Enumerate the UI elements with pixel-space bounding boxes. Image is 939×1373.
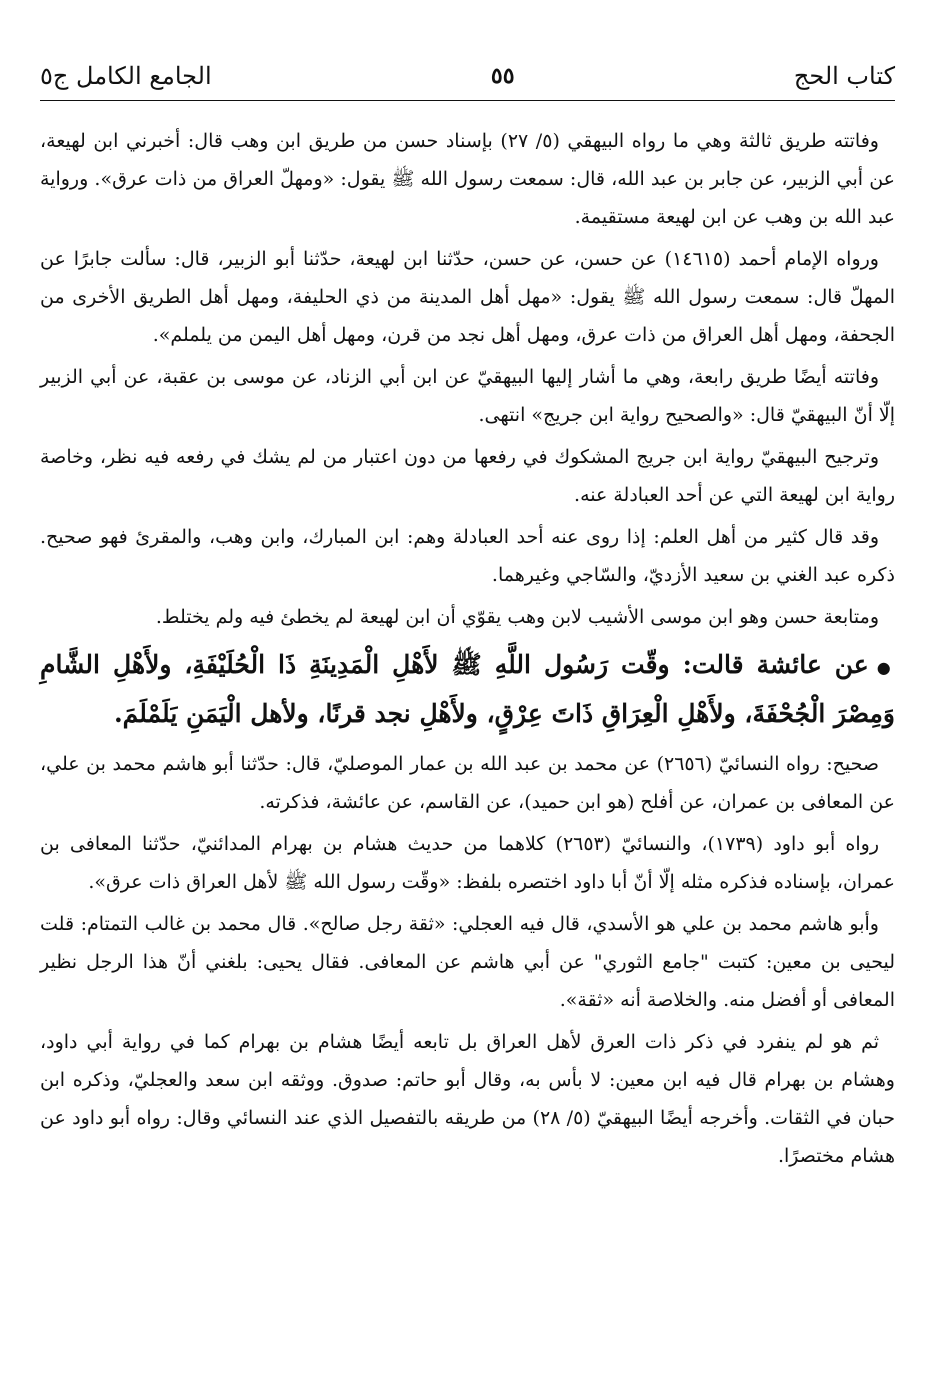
paragraph: وفاتته أيضًا طريق رابعة، وهي ما أشار إليها البيهقيّ عن ابن أبي الزناد، عن موسى بن عقبة، عن أبي الزبير إلّا أنّ البيهقيّ قال: «والصحيح رواية ابن جريج» انتهى.	[40, 366, 895, 426]
header-divider	[40, 100, 895, 101]
paragraph: ومتابعة حسن وهو ابن موسى الأشيب لابن وهب يقوّي أن ابن لهيعة لم يخطئ فيه ولم يختلط.	[155, 606, 879, 628]
book-section-title: كتاب الحج	[793, 62, 895, 90]
page-number: ٥٥	[490, 63, 515, 89]
bullet-icon: ●	[876, 658, 895, 677]
paragraph: وأبو هاشم محمد بن علي هو الأسدي، قال فيه العجلي: «ثقة رجل صالح». قال محمد بن غالب التمتام: قلت ليحيى بن معين: كتبت "جامع الثوري" عن أبي هاشم عن المعافى. فقال يحيى: بلغني أنّ هذا الرجل نظير المعافى أو أفضل منه. والخلاصة أنه «ثقة».	[40, 913, 895, 1011]
paragraph: ورواه الإمام أحمد (١٤٦١٥) عن حسن، عن حسن، حدّثنا ابن لهيعة، حدّثنا أبو الزبير، قال: سألت جابرًا عن المهلّ قال: سمعت رسول الله ﷺ يقول: «مهل أهل المدينة من ذي الحليفة، ومهل أهل الطريق الأخرى من الجحفة، ومهل أهل العراق من ذات عرق، ومهل أهل نجد من قرن، ومهل أهل اليمن من يلملم».	[40, 248, 895, 346]
hadith-body: عن عائشة قالت: وقّت رَسُول اللَّهِ ﷺ لأَهْلِ الْمَدِينَةِ ذَا الْحُلَيْفَةِ، ولأَهْلِ الشَّامِ وَمِصْرَ الْجُحْفَةَ، ولأَهْلِ الْعِرَاقِ ذَاتَ عِرْقٍ، ولأَهْلِ نجد قرنًا، ولأهل الْيَمَنِ يَلَمْلَمَ.	[40, 650, 895, 728]
paragraph: وقد قال كثير من أهل العلم: إذا روى عنه أحد العبادلة وهم: ابن المبارك، وابن وهب، والمقرئ فهو صحيح. ذكره عبد الغني بن سعيد الأزديّ، والسّاجي وغيرهما.	[40, 526, 895, 586]
page-body	[40, 122, 895, 1179]
hadith-text	[40, 642, 895, 737]
paragraph: رواه أبو داود (١٧٣٩)، والنسائيّ (٢٦٥٣) كلاهما من حديث هشام بن بهرام المدائنيّ، حدّثنا المعافى بن عمران، بإسناده فذكره مثله إلّا أنّ أبا داود اختصره بلفظ: «وقّت رسول الله ﷺ لأهل العراق ذات عرق».	[40, 833, 895, 893]
paragraph: وفاتته طريق ثالثة وهي ما رواه البيهقي (٥/ ٢٧) بإسناد حسن من طريق ابن وهب قال: أخبرني ابن لهيعة، عن أبي الزبير، عن جابر بن عبد الله، قال: سمعت رسول الله ﷺ يقول: «ومهلّ العراق من ذات عرق». ورواية عبد الله بن وهب عن ابن لهيعة مستقيمة.	[40, 130, 895, 228]
page-header	[40, 56, 895, 96]
paragraph: وترجيح البيهقيّ رواية ابن جريج المشكوك في رفعها من دون اعتبار من لم يشك في رفعه فيه نظر، وخاصة رواية ابن لهيعة التي عن أحد العبادلة عنه.	[40, 446, 895, 506]
paragraph: صحيح: رواه النسائيّ (٢٦٥٦) عن محمد بن عبد الله بن عمار الموصليّ، قال: حدّثنا أبو هاشم محمد بن علي، عن المعافى بن عمران، عن أفلح (هو ابن حميد)، عن القاسم، عن عائشة، فذكرته.	[40, 753, 895, 813]
book-volume-title: الجامع الكامل ج٥	[40, 62, 212, 90]
paragraph: ثم هو لم ينفرد في ذكر ذات العرق لأهل العراق بل تابعه أيضًا هشام بن بهرام كما في رواية أبي داود، وهشام بن بهرام قال فيه ابن معين: لا بأس به، وقال أبو حاتم: صدوق. ووثقه ابن سعد والعجليّ، وذكره ابن حبان في الثقات. وأخرجه أيضًا البيهقيّ (٥/ ٢٨) من طريقه بالتفصيل الذي عند النسائي وقال: رواه أبو داود عن هشام مختصرًا.	[40, 1031, 895, 1167]
